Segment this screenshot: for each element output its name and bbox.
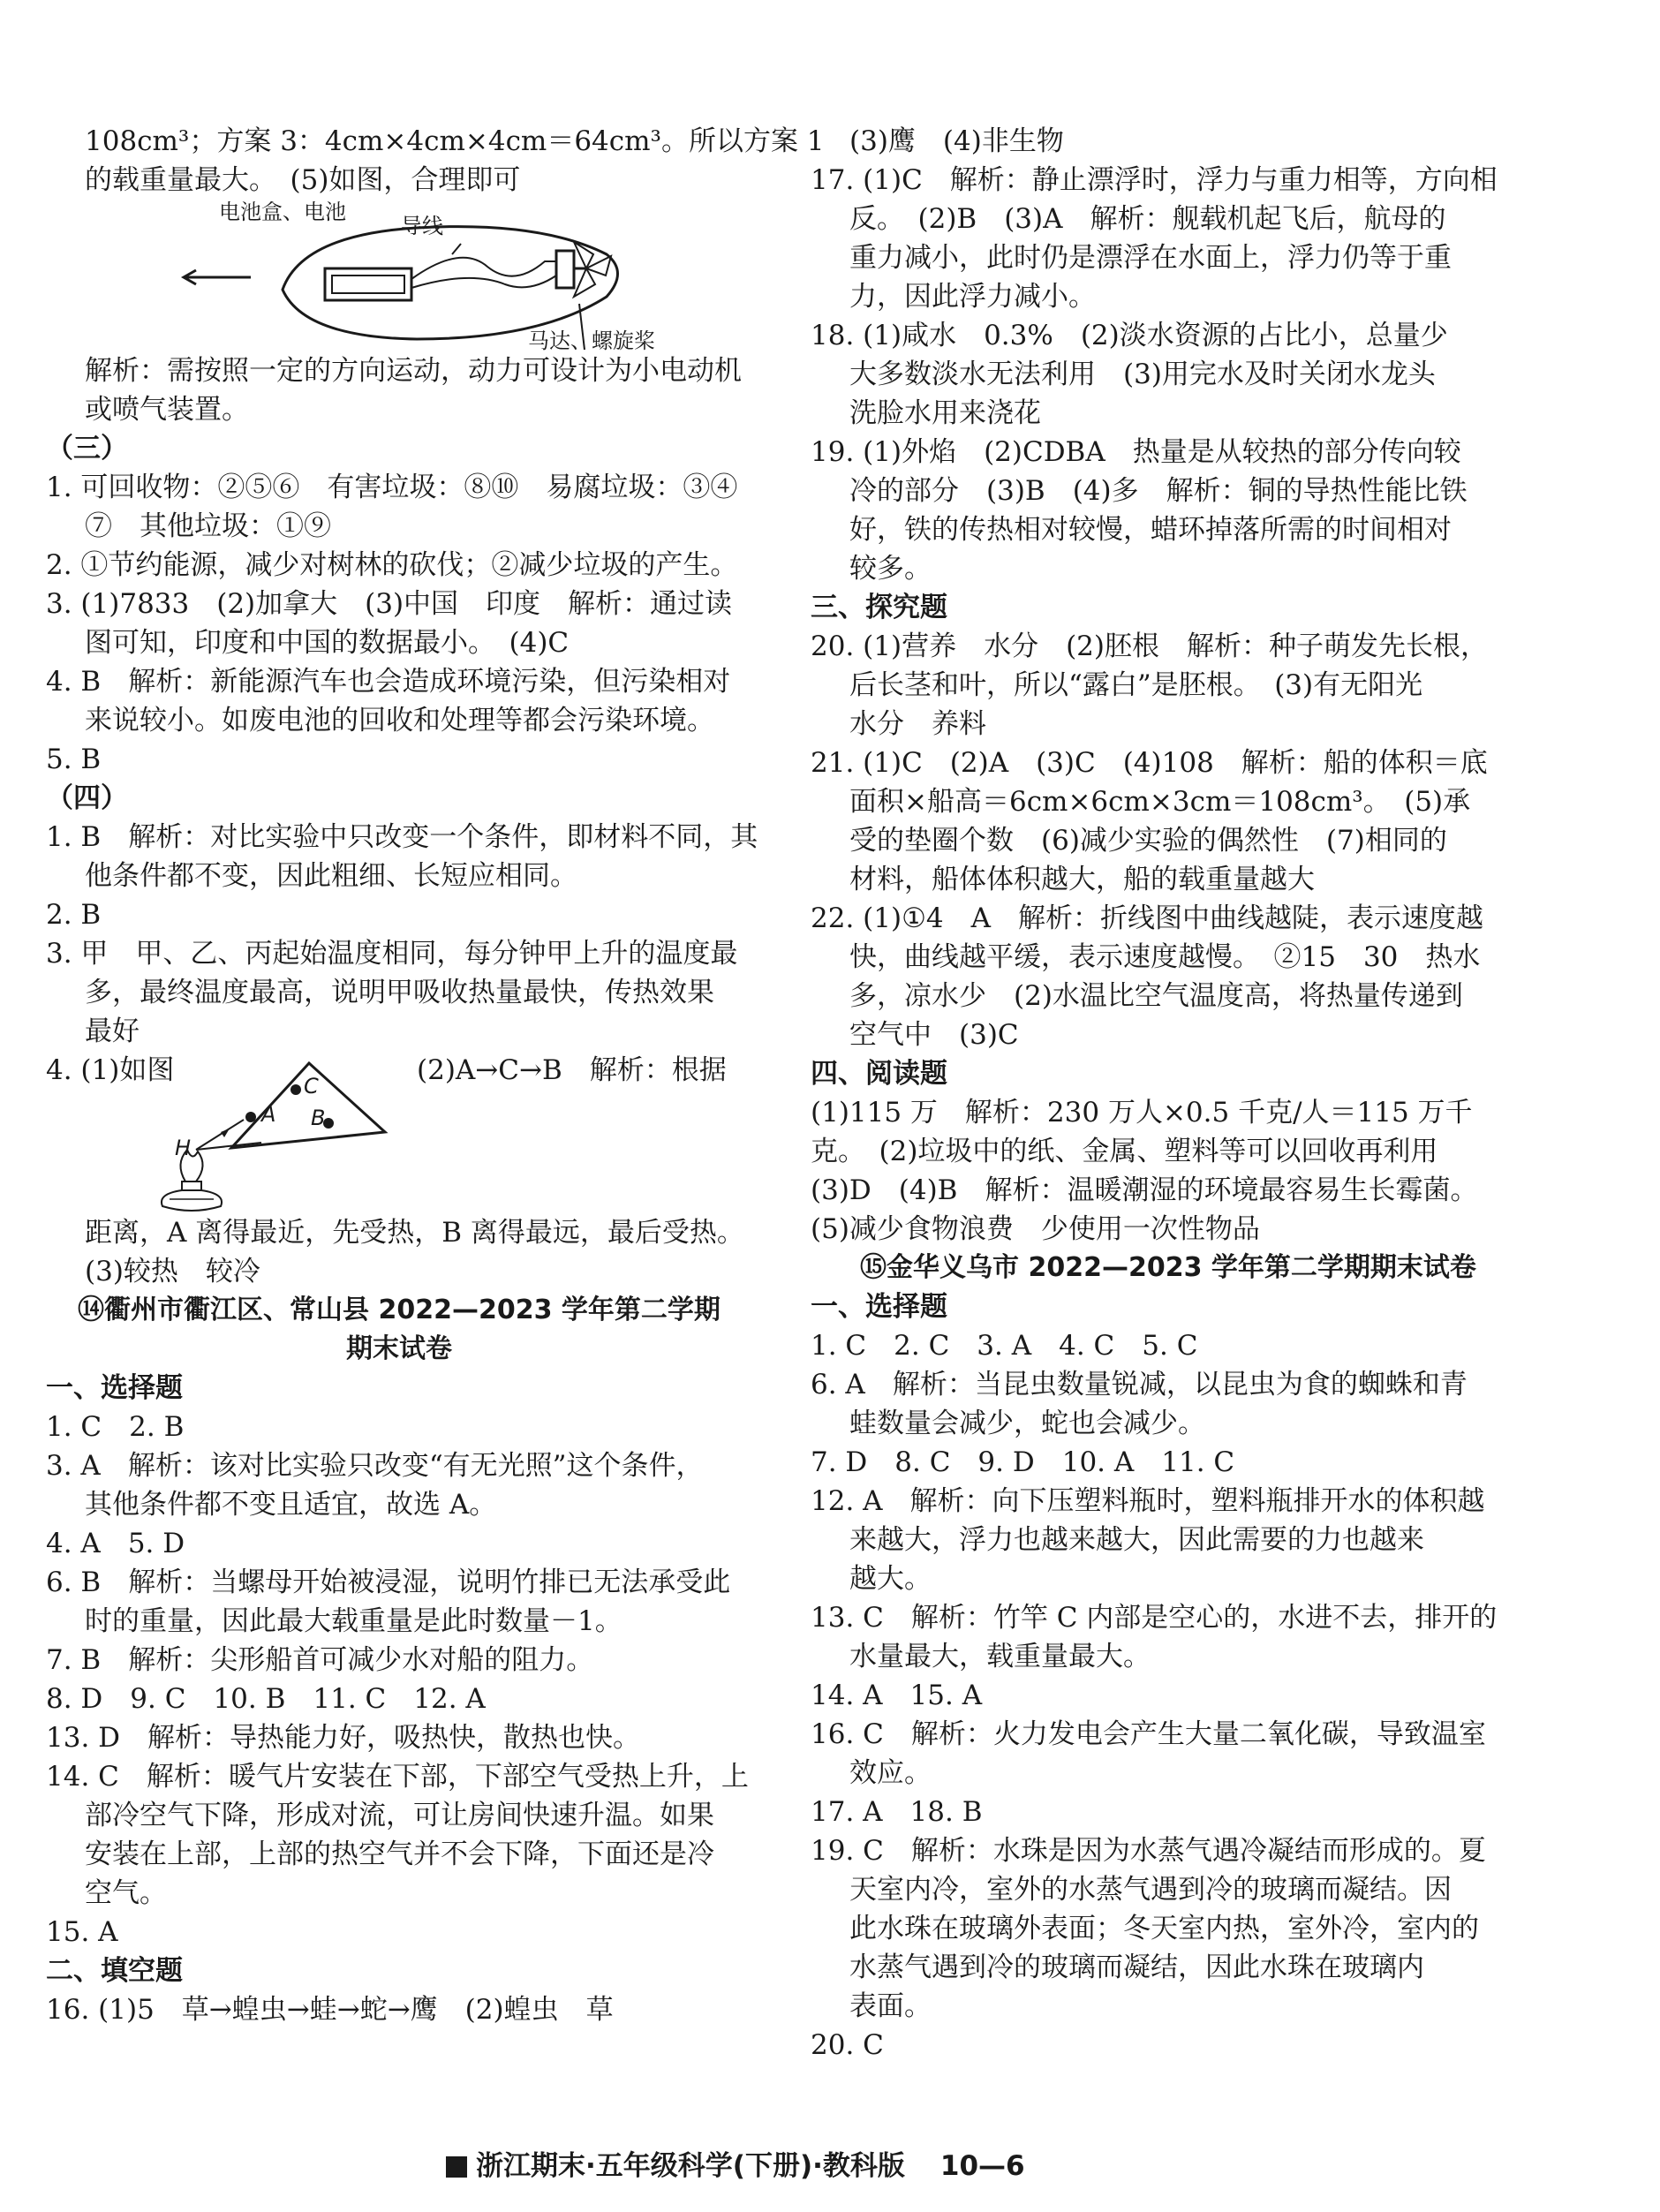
text-line: (3)鹰 (4)非生物 bbox=[849, 125, 1064, 157]
section-3-heading: （三） bbox=[46, 433, 128, 464]
text-line: 14. A 15. A bbox=[811, 1680, 983, 1711]
exam-14-title bbox=[46, 1291, 752, 1369]
text-line: 他条件都不变，因此粗细、长短应相同。 bbox=[85, 860, 577, 892]
text-line: 1. 可回收物：②⑤⑥ 有害垃圾：⑧⑩ 易腐垃圾：③④ bbox=[46, 472, 738, 503]
text-line: 水分 养料 bbox=[849, 708, 986, 740]
text-line: 16. (1)5 草→蝗虫→蛙→蛇→鹰 (2)蝗虫 草 bbox=[46, 1994, 614, 2026]
page-footer bbox=[446, 2146, 1214, 2186]
text-line: 12. A 解析：向下压塑料瓶时，塑料瓶排开水的体积越 bbox=[811, 1485, 1485, 1517]
text-line: 时的重量，因此最大载重量是此时数量－1。 bbox=[85, 1605, 622, 1637]
text-line: 效应。 bbox=[849, 1757, 932, 1789]
text-line: 较多。 bbox=[849, 553, 932, 585]
text-line: 20. C bbox=[811, 2029, 884, 2061]
text-line: 多，最终温度最高，说明甲吸收热量最快，传热效果 bbox=[85, 977, 714, 1008]
text-line: (1)115 万 解析：230 万人×0.5 千克/人＝115 万千 bbox=[811, 1097, 1473, 1129]
text-line: 蛙数量会减少，蛇也会减少。 bbox=[849, 1408, 1205, 1439]
point-h-label: H bbox=[175, 1136, 192, 1160]
subsection-heading: 三、探究题 bbox=[811, 592, 947, 623]
text-line: 大多数淡水无法利用 (3)用完水及时关闭水龙头 bbox=[849, 359, 1436, 390]
text-line: 受的垫圈个数 (6)减少实验的偶然性 (7)相同的 bbox=[849, 825, 1447, 857]
text-line: 20. (1)营养 水分 (2)胚根 解析：种子萌发先长根， bbox=[811, 630, 1488, 662]
answer-block-5 bbox=[46, 1213, 752, 1291]
text-line: 空气。 bbox=[85, 1877, 167, 1909]
subsection-heading: 四、阅读题 bbox=[811, 1058, 947, 1090]
boat-figure bbox=[46, 200, 752, 351]
text-line: 水量最大，载重量最大。 bbox=[849, 1641, 1151, 1672]
text-line: (3)D (4)B 解析：温暖潮湿的环境最容易生长霉菌。 bbox=[811, 1174, 1478, 1206]
footer-square-icon bbox=[446, 2156, 467, 2178]
text-line: 面积×船高＝6cm×6cm×3cm＝108cm³。 (5)承 bbox=[849, 786, 1471, 818]
text-line: 冷的部分 (3)B (4)多 解析：铜的导热性能比铁 bbox=[849, 475, 1468, 507]
text-line: 19. C 解析：水珠是因为水蒸气遇冷凝结而形成的。夏 bbox=[811, 1835, 1486, 1867]
text-line: 1. B 解析：对比实验中只改变一个条件，即材料不同，其 bbox=[46, 821, 758, 853]
text-line: 最好 bbox=[85, 1015, 140, 1047]
point-a-label: A bbox=[261, 1102, 276, 1127]
text-line: 反。 (2)B (3)A 解析：舰载机起飞后，航母的 bbox=[849, 203, 1446, 235]
text-line: 3. A 解析：该对比实验只改变“有无光照”这个条件， bbox=[46, 1450, 704, 1482]
heat-triangle-diagram bbox=[46, 1051, 752, 1213]
text-line: 力，因此浮力减小。 bbox=[849, 281, 1096, 313]
text-line: 天室内冷，室外的水蒸气遇到冷的玻璃而凝结。因 bbox=[849, 1874, 1452, 1906]
page-number: 10—6 bbox=[939, 2150, 1025, 2182]
title-line: 期末试卷 bbox=[346, 1333, 452, 1364]
text-line: 17. A 18. B bbox=[811, 1796, 983, 1828]
text-line: 14. C 解析：暖气片安装在下部，下部空气受热上升，上 bbox=[46, 1761, 749, 1793]
point-b-label: B bbox=[311, 1106, 326, 1130]
text-line: 6. A 解析：当昆虫数量锐减，以昆虫为食的蜘蛛和青 bbox=[811, 1369, 1468, 1400]
text-line: 3. 甲 甲、乙、丙起始温度相同，每分钟甲上升的温度最 bbox=[46, 938, 738, 970]
point-c-label: C bbox=[304, 1074, 319, 1098]
subsection-heading: 一、选择题 bbox=[811, 1291, 947, 1323]
text-line: 3. (1)7833 (2)加拿大 (3)中国 印度 解析：通过读 bbox=[46, 588, 733, 620]
left-column bbox=[46, 122, 825, 2029]
text-line: 1. C 2. C 3. A 4. C 5. C bbox=[811, 1330, 1198, 1362]
text-line: 17. (1)C 解析：静止漂浮时，浮力与重力相等，方向相 bbox=[811, 164, 1498, 196]
text-line: 18. (1)咸水 0.3% (2)淡水资源的占比小，总量少 bbox=[811, 320, 1448, 351]
text-line: 距离，A 离得最近，先受热，B 离得最远，最后受热。 bbox=[85, 1217, 744, 1249]
text-line: 其他条件都不变且适宜，故选 A。 bbox=[85, 1489, 497, 1521]
exam-15-title: ⑮金华义乌市 2022—2023 学年第二学期期末试卷 bbox=[860, 1252, 1476, 1283]
text-line: 1. C 2. B bbox=[46, 1411, 185, 1443]
wire-label: 导线 bbox=[401, 214, 443, 238]
subsection-heading: 一、选择题 bbox=[46, 1372, 183, 1404]
text-line: 的载重量最大。 (5)如图，合理即可 bbox=[85, 164, 521, 196]
text-line: 22. (1)①4 A 解析：折线图中曲线越陡，表示速度越 bbox=[811, 902, 1483, 934]
text-line: 重力减小，此时仍是漂浮在水面上，浮力仍等于重 bbox=[849, 242, 1452, 274]
triangle-figure bbox=[46, 1051, 752, 1213]
text-line: 6. B 解析：当螺母开始被浸湿，说明竹排已无法承受此 bbox=[46, 1567, 731, 1598]
q4-left-text: 4. (1)如图 bbox=[46, 1054, 175, 1086]
text-line: 克。 (2)垃圾中的纸、金属、塑料等可以回收再利用 bbox=[811, 1136, 1438, 1167]
text-line: 19. (1)外焰 (2)CDBA 热量是从较热的部分传向较 bbox=[811, 436, 1461, 468]
text-line: (3)较热 较冷 bbox=[85, 1256, 260, 1287]
answer-block-1 bbox=[46, 122, 825, 200]
text-line: 16. C 解析：火力发电会产生大量二氧化碳，导致温室 bbox=[811, 1718, 1486, 1750]
text-line: 洗脸水用来浇花 bbox=[849, 397, 1041, 429]
text-line: 7. B 解析：尖形船首可减少水对船的阻力。 bbox=[46, 1644, 594, 1676]
text-line: (5)减少食物浪费 少使用一次性物品 bbox=[811, 1213, 1260, 1245]
text-line: 此水珠在玻璃外表面；冬天室内热，室外冷，室内的 bbox=[849, 1913, 1479, 1944]
battery-label: 电池盒、电池 bbox=[219, 200, 346, 224]
text-line: 108cm³；方案 3：4cm×4cm×4cm＝64cm³。所以方案 1 bbox=[85, 125, 825, 157]
text-line: 空气中 (3)C bbox=[849, 1019, 1019, 1051]
text-line: 多，凉水少 (2)水温比空气温度高，将热量传递到 bbox=[849, 980, 1463, 1012]
text-line: 安装在上部，上部的热空气并不会下降，下面还是冷 bbox=[85, 1838, 714, 1870]
text-line: 13. C 解析：竹竿 C 内部是空心的，水进不去，排开的 bbox=[811, 1602, 1498, 1634]
answer-block-6 bbox=[46, 1369, 752, 2029]
answer-block-2 bbox=[46, 351, 752, 429]
text-line: 表面。 bbox=[849, 1990, 932, 2022]
answer-block-8 bbox=[811, 1287, 1526, 2065]
text-line: 2. B bbox=[46, 899, 102, 931]
subsection-heading: 二、填空题 bbox=[46, 1955, 183, 1987]
text-line: 越大。 bbox=[849, 1563, 932, 1595]
answer-block-7 bbox=[811, 122, 1526, 1249]
text-line: 或喷气装置。 bbox=[85, 394, 249, 426]
text-line: 好，铁的传热相对较慢，蜡环掉落所需的时间相对 bbox=[849, 514, 1452, 546]
text-line: 后长茎和叶，所以“露白”是胚根。 (3)有无阳光 bbox=[849, 669, 1423, 701]
text-line: 4. B 解析：新能源汽车也会造成环境污染，但污染相对 bbox=[46, 666, 731, 698]
answer-block-3 bbox=[46, 468, 752, 779]
text-line: 21. (1)C (2)A (3)C (4)108 解析：船的体积＝底 bbox=[811, 747, 1488, 779]
text-line: 材料，船体体积越大，船的载重量越大 bbox=[849, 864, 1315, 895]
text-line: 来说较小。如废电池的回收和处理等都会污染环境。 bbox=[85, 705, 714, 736]
text-line: 部冷空气下降，形成对流，可让房间快速升温。如果 bbox=[85, 1800, 714, 1831]
section-4-heading: （四） bbox=[46, 782, 128, 814]
text-line: 图可知，印度和中国的数据最小。 (4)C bbox=[85, 627, 570, 659]
text-line: 5. B bbox=[46, 744, 102, 775]
text-line: 快，曲线越平缓，表示速度越慢。 ②15 30 热水 bbox=[849, 941, 1481, 973]
answer-block-4 bbox=[46, 818, 758, 1051]
motor-label: 马达、螺旋桨 bbox=[528, 328, 655, 353]
footer-book-title: 浙江期末·五年级科学(下册)·教科版 bbox=[476, 2150, 905, 2182]
q4-right-text: (2)A→C→B 解析：根据 bbox=[417, 1054, 727, 1086]
text-line: ⑦ 其他垃圾：①⑨ bbox=[85, 510, 331, 542]
text-line: 解析：需按照一定的方向运动，动力可设计为小电动机 bbox=[85, 355, 742, 387]
text-line: 2. ①节约能源，减少对树林的砍伐；②减少垃圾的产生。 bbox=[46, 549, 738, 581]
text-line: 来越大，浮力也越来越大，因此需要的力也越来 bbox=[849, 1524, 1424, 1556]
text-line: 水蒸气遇到冷的玻璃而凝结，因此水珠在玻璃内 bbox=[849, 1952, 1424, 1983]
text-line: 8. D 9. C 10. B 11. C 12. A bbox=[46, 1683, 486, 1715]
text-line: 15. A bbox=[46, 1916, 118, 1948]
text-line: 7. D 8. C 9. D 10. A 11. C bbox=[811, 1446, 1235, 1478]
text-line: 4. A 5. D bbox=[46, 1528, 185, 1559]
title-line: ⑭衢州市衢江区、常山县 2022—2023 学年第二学期 bbox=[78, 1295, 721, 1325]
right-column bbox=[811, 122, 1526, 2065]
text-line: 13. D 解析：导热能力好，吸热快，散热也快。 bbox=[46, 1722, 641, 1754]
